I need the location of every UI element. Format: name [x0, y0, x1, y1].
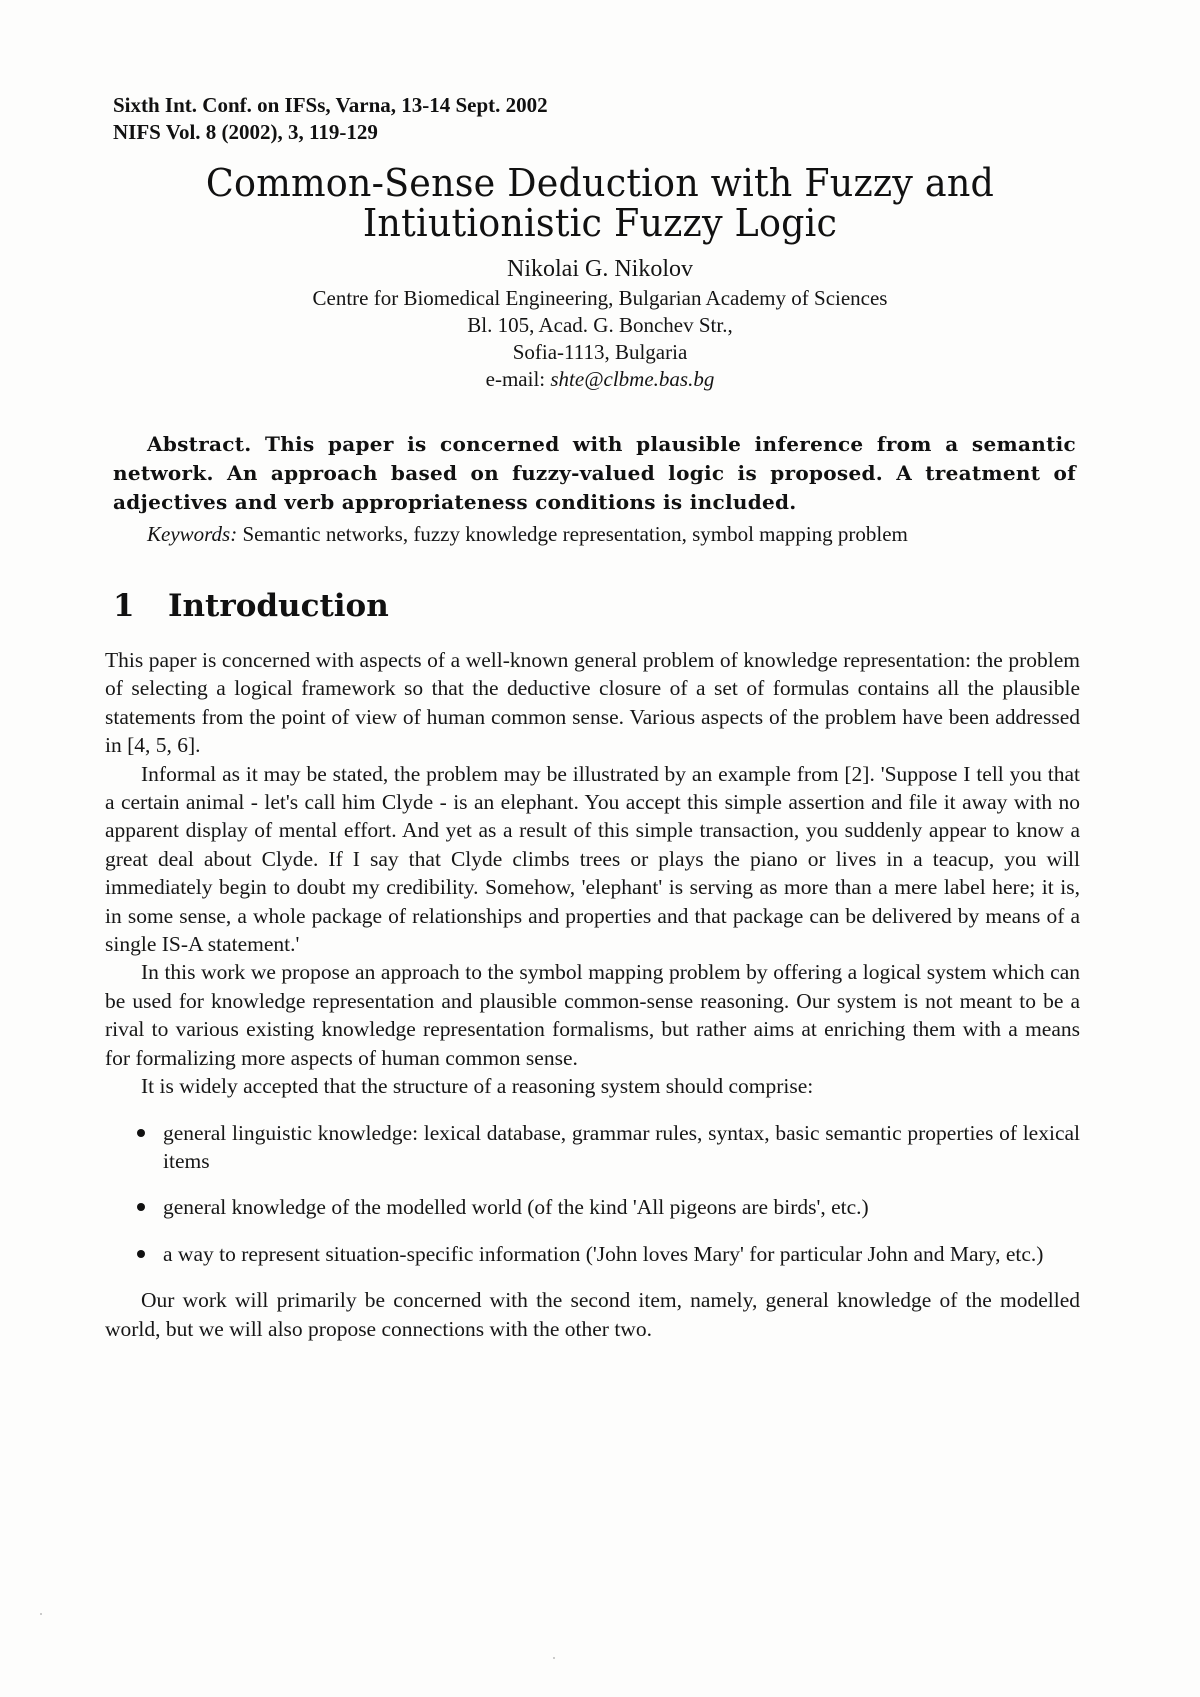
- section-number: 1: [113, 588, 135, 624]
- title-line-1: Common-Sense Deduction with Fuzzy and: [205, 161, 995, 205]
- author-block: [100, 255, 1100, 393]
- conference-line: Sixth Int. Conf. on IFSs, Varna, 13-14 Sept. 2002: [113, 93, 548, 117]
- body-paragraph: This paper is concerned with aspects of a well-known general problem of knowledge representation: the problem of selecting a logical framework so that the deductive closure of a set of formulas contains all the plausible statements from the point of view of human common sense. Various aspects of the problem have been addressed in [4, 5, 6].: [105, 648, 1080, 758]
- bullet-icon: [137, 1129, 145, 1137]
- section-title: Introduction: [168, 588, 389, 624]
- bullet-text: general knowledge of the modelled world (of the kind 'All pigeons are birds', etc.): [163, 1195, 869, 1220]
- bullet-icon: [137, 1250, 145, 1258]
- author-name: Nikolai G. Nikolov: [507, 256, 693, 282]
- body-paragraph: Our work will primarily be concerned with the second item, namely, general knowledge of the modelled world, but we will also propose connections with the other two.: [105, 1288, 1080, 1341]
- bullet-item: [105, 1240, 1080, 1268]
- title-line-2: Intiutionistic Fuzzy Logic: [362, 201, 838, 245]
- paper-title: [120, 163, 1080, 243]
- body-paragraph: Informal as it may be stated, the problem may be illustrated by an example from [2]. 'Suppose I tell you that a certain animal - let's call him Clyde - is an elephant. You accept this simple assertion and file it away with no apparent display of mental effort. And yet as a result of this simple transaction, you suddenly appear to know a great deal about Clyde. If I say that Clyde climbs trees or plays the piano or lives in a teacup, you will immediately begin to doubt my credibility. Somehow, 'elephant' is serving as more than a mere label here; it is, in some sense, a whole package of relationships and properties and that package can be delivered by means of a single IS-A statement.': [105, 761, 1080, 957]
- keywords-label: Keywords:: [147, 522, 238, 546]
- keywords: [113, 520, 1076, 548]
- bullet-icon: [137, 1203, 145, 1211]
- journal-line: NIFS Vol. 8 (2002), 3, 119-129: [113, 120, 378, 144]
- abstract: Abstract. This paper is concerned with plausible inference from a semantic network. An approach based on fuzzy-valued logic is proposed. A treatment of adjectives and verb appropriateness conditions is included.: [113, 432, 1076, 514]
- bullet-text: general linguistic knowledge: lexical database, grammar rules, syntax, basic semantic properties of lexical items: [163, 1120, 1080, 1173]
- section-body: [105, 646, 1080, 1343]
- body-paragraph: It is widely accepted that the structure of a reasoning system should comprise:: [141, 1074, 814, 1099]
- body-paragraph: In this work we propose an approach to the symbol mapping problem by offering a logical system which can be used for knowledge representation and plausible common-sense reasoning. Our system is not meant to be a rival to various existing knowledge representation formalisms, but rather aims at enriching them with a means for formalizing more aspects of human common sense.: [105, 960, 1080, 1070]
- section-heading: [113, 588, 389, 624]
- affiliation-line: Centre for Biomedical Engineering, Bulgarian Academy of Sciences: [312, 286, 888, 310]
- publication-header: [113, 92, 548, 146]
- scan-speck: [40, 1613, 42, 1615]
- email-line: [100, 366, 1100, 393]
- bullet-item: [105, 1193, 1080, 1221]
- affiliation-line: Sofia-1113, Bulgaria: [512, 340, 688, 364]
- email-address: shte@clbme.bas.bg: [550, 367, 715, 391]
- email-label: e-mail:: [485, 367, 546, 391]
- bullet-text: a way to represent situation-specific information ('John loves Mary' for particular John and Mary, etc.): [163, 1241, 1044, 1266]
- bullet-item: [105, 1119, 1080, 1176]
- scan-speck: [553, 1657, 555, 1659]
- keywords-text: Semantic networks, fuzzy knowledge representation, symbol mapping problem: [237, 522, 908, 546]
- bullet-list: [105, 1119, 1080, 1269]
- affiliation-line: Bl. 105, Acad. G. Bonchev Str.,: [467, 313, 733, 337]
